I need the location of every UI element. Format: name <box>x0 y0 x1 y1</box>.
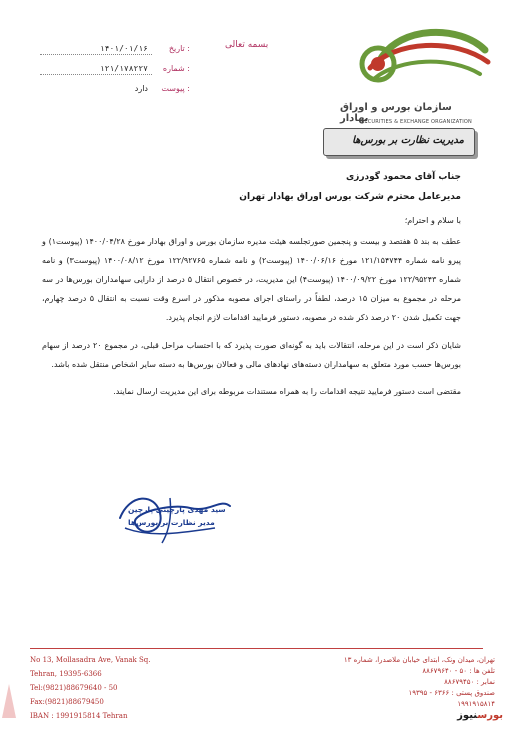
signatory-name: سید مهدی پارچینی پارچین <box>128 505 226 514</box>
dotted-line <box>40 74 152 75</box>
footer-phone: Tel:(9821)88679640 - 50 <box>30 684 118 692</box>
number-label: شماره : <box>162 64 190 73</box>
body-paragraph-1: عطف به بند ۵ هفتصد و بیست و پنجمین صورتجلسه هیئت مدیره سازمان بورس و اوراق بهادار مورخ ۱۴۰۰/۰۴/۲۸ (پیوست۱) و پیرو نامه شماره ۱۲۱/۱۵۴۷۴۴ مورخ ۱۴۰۰/۰۶/۱۶ (پیوست۲) و نامه شماره ۱۲۲/۹۲۷۶۵ مورخ ۱۴۰۰/۰۸/۱۲ (پیوست۳) و نامه شماره ۱۲۲/۹۵۲۴۳ مورخ ۱۴۰۰/۰۹/۲۲ (پیوست۴) این مدیریت، در خصوص انتقال ۵ درصد از دارایی سهامداران بورس‌ها در سه مرحله در مجموع به میزان ۱۵ درصد، لطفاً در راستای اجرای مصوبه مذکور در اسرع وقت نسبت به انتقال ۵ درصد چهارم، جهت تکمیل شدن ۲۰ درصد ذکر شده در مصوبه، دستور فرمایید اقدامات لازم انجام پذیرد. <box>42 237 462 322</box>
attachment-row <box>40 84 190 104</box>
watermark-brand: بورس <box>477 710 503 721</box>
watermark-suffix: نیوز <box>457 710 478 721</box>
number-row <box>40 64 190 84</box>
logo-emblem-icon <box>340 20 500 100</box>
signatory-title: مدیر نظارت بر بورس‌ها <box>128 518 215 527</box>
attachment-value: دارد <box>134 84 148 93</box>
attachment-label: پیوست : <box>161 84 190 93</box>
footer-fax: Fax:(9821)88679450 <box>30 698 104 706</box>
watermark-logo <box>457 710 503 721</box>
footer-address-line: تهران، میدان ونک، ابتدای خیابان ملاصدرا، شماره ۱۳ <box>343 656 495 664</box>
footer-address-line: No 13, Mollasadra Ave, Vanak Sq. <box>30 656 151 664</box>
date-row <box>40 44 190 64</box>
body-paragraph-2: شایان ذکر است در این مرحله، انتقالات باید به گونه‌ای صورت پذیرد که با احتساب مراحل قبلی، در مجموع ۲۰ درصد از سهام بورس‌ها حسب مورد متعلق به سهامداران دسته‌های نهادهای مالی و فعالان بورس‌ها به دسته سایر اشخاص منتقل شده باشد. <box>42 341 461 369</box>
footer-persian-address <box>344 656 495 711</box>
footer-iban: IBAN : 1991915814 Tehran <box>30 712 128 720</box>
logo-subtitle: SECURITIES & EXCHANGE ORGANIZATION <box>360 119 472 125</box>
dotted-line <box>40 54 152 55</box>
footer-pobox: صندوق پستی : ۶۳۶۶ - ۱۹۳۹۵ <box>408 689 495 697</box>
date-value: ۱۴۰۱/۰۱/۱۶ <box>99 44 148 53</box>
footer-account: ۱۹۹۱۹۱۵۸۱۴ <box>457 700 495 708</box>
date-label: تاریخ : <box>168 44 190 53</box>
letter-meta <box>40 44 190 104</box>
bismillah-heading: بسمه تعالی <box>225 40 269 50</box>
body-paragraph-3: مقتضی است دستور فرمایید نتیجه اقدامات را به همراه مستندات مربوطه برای این مدیریت ارسال نمایند. <box>113 387 461 396</box>
logo-name: سازمان بورس و اوراق بهادار <box>340 102 452 124</box>
footer-divider <box>30 648 483 649</box>
footer-english-address <box>30 656 151 726</box>
footer-phone: تلفن ها : ۵۰ - ۸۸۶۷۹۶۴۰ <box>422 667 495 675</box>
department-box <box>323 128 475 156</box>
greeting: با سلام و احترام؛ <box>404 216 461 225</box>
footer-fax: نمابر : ۸۸۶۷۹۴۵۰ <box>444 678 495 686</box>
addressee-title: مدیرعامل محترم شرکت بورس اوراق بهادار تهران <box>239 192 461 202</box>
addressee-name: جناب آقای محمود گودرزی <box>345 172 461 182</box>
department-label: مدیریت نظارت بر بورس‌ها <box>352 135 464 146</box>
corner-emblem-icon <box>0 680 18 720</box>
organization-logo <box>340 20 500 125</box>
footer-address-line: Tehran, 19395-6366 <box>30 670 102 678</box>
number-value: ۱۲۱/۱۷۸۲۲۷ <box>99 64 148 73</box>
